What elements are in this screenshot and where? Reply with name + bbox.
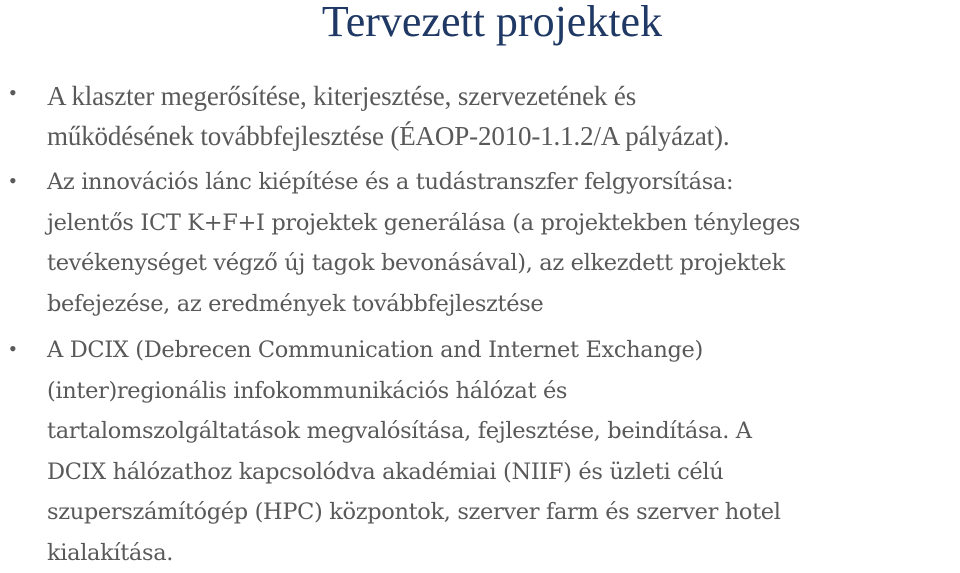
bullet-text-line: (inter)regionális infokommunikációs hálózat és bbox=[47, 371, 960, 412]
bullet-item-innovacio bbox=[0, 162, 960, 324]
bullet-dot-icon: • bbox=[9, 80, 17, 106]
bullet-item-dcix bbox=[0, 330, 960, 573]
bullet-text-line: befejezése, az eredmények továbbfejlesztése bbox=[47, 284, 960, 325]
bullet-text-line: tevékenységet végző új tagok bevonásával), az elkezdett projektek bbox=[47, 243, 960, 284]
bullet-text-line: DCIX hálózathoz kapcsolódva akadémiai (NIIF) és üzleti célú bbox=[47, 452, 960, 493]
slide-title: Tervezett projektek bbox=[0, 0, 960, 48]
bullet-text-line: kialakítása. bbox=[47, 533, 960, 573]
bullet-dot-icon: • bbox=[9, 168, 17, 194]
bullet-text-line: tartalomszolgáltatások megvalósítása, fejlesztése, beindítása. A bbox=[47, 411, 960, 452]
bullet-text-line: A DCIX (Debrecen Communication and Internet Exchange) bbox=[47, 330, 960, 371]
bullet-list bbox=[0, 76, 960, 573]
bullet-text-line: jelentős ICT K+F+I projektek generálása (a projektekben tényleges bbox=[47, 203, 960, 244]
bullet-text-line: működésének továbbfejlesztése (ÉAOP-2010-1.1.2/A pályázat). bbox=[47, 116, 960, 156]
bullet-dot-icon: • bbox=[9, 336, 17, 362]
bullet-item-klaszter bbox=[0, 76, 960, 156]
bullet-text-line: Az innovációs lánc kiépítése és a tudástranszfer felgyorsítása: bbox=[47, 162, 960, 203]
bullet-text-line: szuperszámítógép (HPC) központok, szerver farm és szerver hotel bbox=[47, 492, 960, 533]
bullet-text-line: A klaszter megerősítése, kiterjesztése, szervezetének és bbox=[47, 76, 960, 116]
